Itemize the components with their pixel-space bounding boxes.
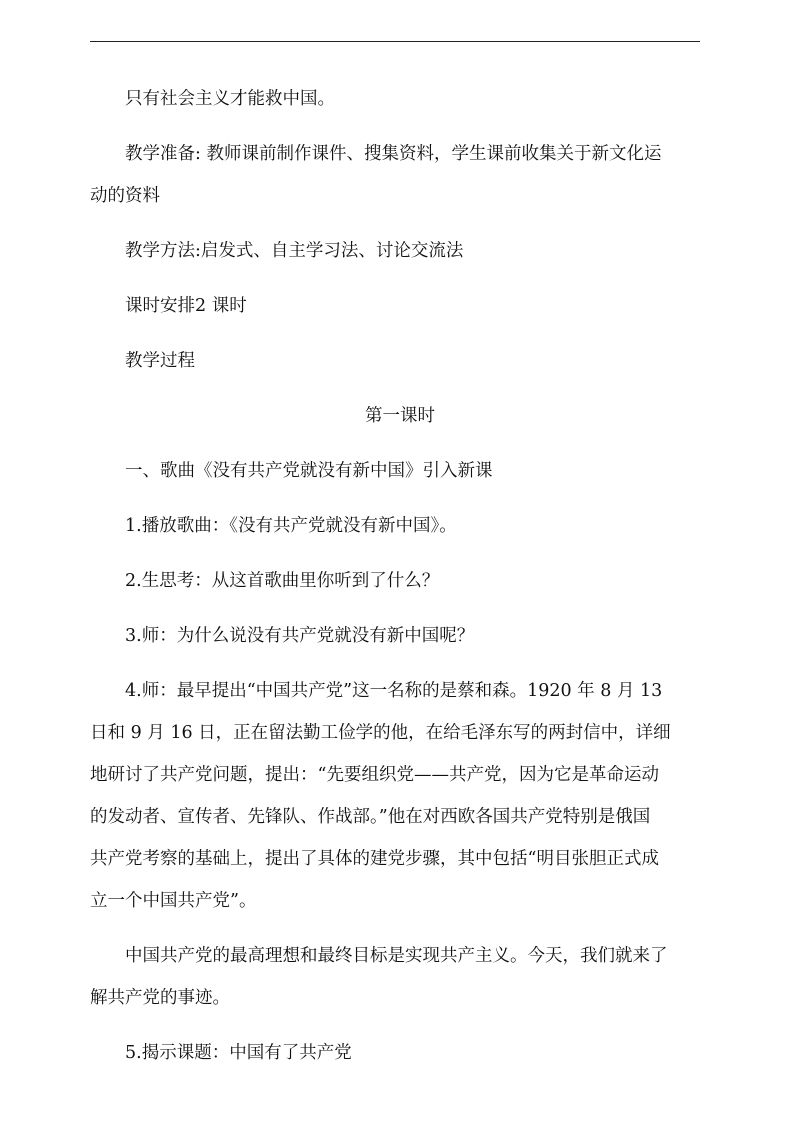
paragraph-teaching-preparation	[90, 133, 710, 217]
text-line: 教学准备: 教师课前制作课件、搜集资料，学生课前收集关于新文化运	[125, 144, 662, 164]
document-body	[90, 78, 710, 1087]
header-rule	[90, 41, 700, 42]
text-line: 4.师：最早提出“中国共产党”这一名称的是蔡和森。1920 年 8 月 13	[125, 681, 663, 701]
paragraph-teaching-method	[90, 230, 710, 272]
text-line: 第一课时	[365, 406, 435, 426]
text-line: 的发动者、宣传者、先锋队、作战部。”他在对西欧各国共产党特别是俄国	[90, 807, 651, 827]
text-line: 立一个中国共产党”。	[90, 891, 257, 911]
paragraph-teaching-process	[90, 340, 710, 382]
paragraph-step-1	[90, 505, 710, 547]
text-line: 中国共产党的最高理想和最终目标是实现共产主义。今天，我们就来了	[125, 946, 668, 966]
paragraph-class-schedule	[90, 285, 710, 327]
paragraph-step-2	[90, 560, 710, 602]
paragraph-step-5	[90, 1032, 710, 1074]
section-heading-first-lesson	[90, 395, 710, 437]
text-line: 3.师：为什么说没有共产党就没有新中国呢？	[125, 626, 475, 646]
paragraph-highest-ideal	[90, 935, 710, 1019]
text-line: 5.揭示课题：中国有了共产党	[125, 1043, 352, 1063]
text-line: 共产党考察的基础上，提出了具体的建党步骤，其中包括“明目张胆正式成	[90, 849, 659, 869]
text-line: 2.生思考：从这首歌曲里你听到了什么？	[125, 571, 440, 591]
text-line: 教学过程	[125, 351, 195, 371]
text-line: 1.播放歌曲：《没有共产党就没有新中国》。	[125, 516, 457, 536]
text-line: 一、歌曲《没有共产党就没有新中国》引入新课	[125, 461, 493, 481]
paragraph-socialism	[90, 78, 710, 120]
text-line: 课时安排2 课时	[125, 296, 247, 316]
text-line: 教学方法:启发式、自主学习法、讨论交流法	[125, 241, 464, 261]
text-line: 地研讨了共产党问题，提出：“先要组织党——共产党，因为它是革命运动	[90, 765, 659, 785]
text-line: 动的资料	[90, 186, 160, 206]
text-line: 只有社会主义才能救中国。	[125, 89, 335, 109]
paragraph-song-intro	[90, 450, 710, 492]
paragraph-step-4	[90, 670, 710, 922]
text-line: 解共产党的事迹。	[90, 988, 230, 1008]
paragraph-step-3	[90, 615, 710, 657]
text-line: 日和 9 月 16 日，正在留法勤工俭学的他，在给毛泽东写的两封信中，详细	[90, 723, 671, 743]
